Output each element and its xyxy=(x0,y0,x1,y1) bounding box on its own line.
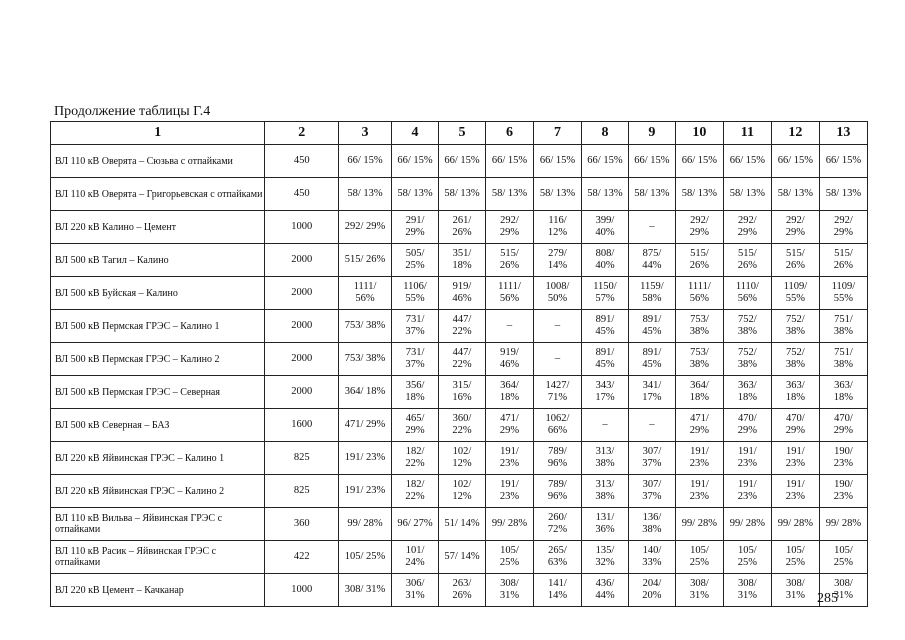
capacity-cell: 1000 xyxy=(265,574,339,607)
load-value-cell: 191/ 23% xyxy=(723,475,771,508)
table-row xyxy=(51,145,868,178)
load-value-cell: 292/ 29% xyxy=(771,211,819,244)
load-value-cell: 66/ 15% xyxy=(771,145,819,178)
load-value-cell: 752/ 38% xyxy=(723,310,771,343)
load-value-cell: 343/ 17% xyxy=(581,376,628,409)
load-value-cell: 105/ 25% xyxy=(819,541,867,574)
load-value-cell: 356/ 18% xyxy=(392,376,439,409)
load-value-cell: 308/ 31% xyxy=(675,574,723,607)
load-value-cell: 58/ 13% xyxy=(533,178,581,211)
load-value-cell: 1110/ 56% xyxy=(723,277,771,310)
line-name-cell: ВЛ 500 кВ Северная – БАЗ xyxy=(51,409,265,442)
load-value-cell: – xyxy=(581,409,628,442)
load-value-cell: 515/ 26% xyxy=(723,244,771,277)
load-value-cell: 515/ 26% xyxy=(819,244,867,277)
load-value-cell: 99/ 28% xyxy=(819,508,867,541)
load-value-cell: 58/ 13% xyxy=(486,178,534,211)
column-header-13: 13 xyxy=(819,122,867,145)
column-header-1: 1 xyxy=(51,122,265,145)
table-row xyxy=(51,541,868,574)
load-value-cell: 789/ 96% xyxy=(533,442,581,475)
load-value-cell: 363/ 18% xyxy=(819,376,867,409)
load-value-cell: 364/ 18% xyxy=(338,376,391,409)
capacity-cell: 825 xyxy=(265,475,339,508)
load-value-cell: 66/ 15% xyxy=(819,145,867,178)
load-value-cell: 102/ 12% xyxy=(439,475,486,508)
load-value-cell: 399/ 40% xyxy=(581,211,628,244)
load-value-cell: 891/ 45% xyxy=(628,310,675,343)
line-name-cell: ВЛ 220 кВ Калино – Цемент xyxy=(51,211,265,244)
load-value-cell: 292/ 29% xyxy=(338,211,391,244)
load-value-cell: 58/ 13% xyxy=(675,178,723,211)
load-value-cell: – xyxy=(533,343,581,376)
line-name-cell: ВЛ 220 кВ Цемент – Качканар xyxy=(51,574,265,607)
load-value-cell: 182/ 22% xyxy=(392,475,439,508)
load-value-cell: 470/ 29% xyxy=(723,409,771,442)
table-row xyxy=(51,178,868,211)
capacity-cell: 450 xyxy=(265,178,339,211)
load-value-cell: 263/ 26% xyxy=(439,574,486,607)
load-value-cell: 731/ 37% xyxy=(392,343,439,376)
line-name-cell: ВЛ 500 кВ Пермская ГРЭС – Калино 2 xyxy=(51,343,265,376)
column-header-12: 12 xyxy=(771,122,819,145)
load-value-cell: 308/ 31% xyxy=(338,574,391,607)
load-value-cell: 1106/ 55% xyxy=(392,277,439,310)
line-name-cell: ВЛ 220 кВ Яйвинская ГРЭС – Калино 1 xyxy=(51,442,265,475)
load-value-cell: 363/ 18% xyxy=(771,376,819,409)
load-value-cell: 1109/ 55% xyxy=(771,277,819,310)
load-value-cell: 190/ 23% xyxy=(819,475,867,508)
load-value-cell: 292/ 29% xyxy=(675,211,723,244)
load-value-cell: – xyxy=(628,409,675,442)
load-value-cell: 505/ 25% xyxy=(392,244,439,277)
table-row xyxy=(51,376,868,409)
load-value-cell: 313/ 38% xyxy=(581,475,628,508)
load-value-cell: 753/ 38% xyxy=(675,343,723,376)
capacity-cell: 2000 xyxy=(265,244,339,277)
load-value-cell: 447/ 22% xyxy=(439,310,486,343)
column-header-10: 10 xyxy=(675,122,723,145)
load-value-cell: 515/ 26% xyxy=(675,244,723,277)
load-value-cell: 66/ 15% xyxy=(723,145,771,178)
load-value-cell: 191/ 23% xyxy=(486,475,534,508)
load-value-cell: 752/ 38% xyxy=(771,343,819,376)
load-value-cell: 191/ 23% xyxy=(771,442,819,475)
load-value-cell: 191/ 23% xyxy=(675,475,723,508)
load-value-cell: 66/ 15% xyxy=(439,145,486,178)
column-header-8: 8 xyxy=(581,122,628,145)
load-value-cell: 308/ 31% xyxy=(771,574,819,607)
load-value-cell: 808/ 40% xyxy=(581,244,628,277)
load-value-cell: 99/ 28% xyxy=(723,508,771,541)
load-value-cell: 1427/ 71% xyxy=(533,376,581,409)
table-row xyxy=(51,343,868,376)
table-caption: Продолжение таблицы Г.4 xyxy=(54,104,211,119)
table-row xyxy=(51,574,868,607)
load-value-cell: 363/ 18% xyxy=(723,376,771,409)
load-value-cell: 875/ 44% xyxy=(628,244,675,277)
load-value-cell: 58/ 13% xyxy=(439,178,486,211)
load-value-cell: 66/ 15% xyxy=(675,145,723,178)
load-value-cell: 751/ 38% xyxy=(819,310,867,343)
load-value-cell: 58/ 13% xyxy=(581,178,628,211)
load-value-cell: 315/ 16% xyxy=(439,376,486,409)
load-value-cell: 465/ 29% xyxy=(392,409,439,442)
load-value-cell: 105/ 25% xyxy=(675,541,723,574)
table-row xyxy=(51,310,868,343)
load-value-cell: 58/ 13% xyxy=(819,178,867,211)
load-value-cell: 66/ 15% xyxy=(392,145,439,178)
load-value-cell: 191/ 23% xyxy=(771,475,819,508)
table-row xyxy=(51,475,868,508)
capacity-cell: 360 xyxy=(265,508,339,541)
load-value-cell: 204/ 20% xyxy=(628,574,675,607)
load-value-cell: 753/ 38% xyxy=(338,343,391,376)
load-value-cell: 731/ 37% xyxy=(392,310,439,343)
load-value-cell: 306/ 31% xyxy=(392,574,439,607)
load-value-cell: 1008/ 50% xyxy=(533,277,581,310)
load-value-cell: 260/ 72% xyxy=(533,508,581,541)
load-value-cell: 99/ 28% xyxy=(771,508,819,541)
load-value-cell: 136/ 38% xyxy=(628,508,675,541)
load-value-cell: – xyxy=(486,310,534,343)
capacity-cell: 450 xyxy=(265,145,339,178)
load-value-cell: 58/ 13% xyxy=(771,178,819,211)
load-value-cell: 351/ 18% xyxy=(439,244,486,277)
load-value-cell: 919/ 46% xyxy=(439,277,486,310)
header-row xyxy=(51,122,868,145)
load-value-cell: 470/ 29% xyxy=(771,409,819,442)
capacity-cell: 1000 xyxy=(265,211,339,244)
load-value-cell: 102/ 12% xyxy=(439,442,486,475)
table-row xyxy=(51,508,868,541)
load-value-cell: 1111/ 56% xyxy=(338,277,391,310)
capacity-cell: 422 xyxy=(265,541,339,574)
load-value-cell: 182/ 22% xyxy=(392,442,439,475)
column-header-11: 11 xyxy=(723,122,771,145)
line-name-cell: ВЛ 110 кВ Расик – Яйвинская ГРЭС с отпайками xyxy=(51,541,265,574)
load-value-cell: – xyxy=(533,310,581,343)
load-value-cell: 66/ 15% xyxy=(533,145,581,178)
table-row xyxy=(51,244,868,277)
line-name-cell: ВЛ 500 кВ Тагил – Калино xyxy=(51,244,265,277)
load-value-cell: 471/ 29% xyxy=(486,409,534,442)
load-value-cell: 66/ 15% xyxy=(628,145,675,178)
load-value-cell: 341/ 17% xyxy=(628,376,675,409)
load-value-cell: 753/ 38% xyxy=(338,310,391,343)
line-name-cell: ВЛ 500 кВ Пермская ГРЭС – Северная xyxy=(51,376,265,409)
column-header-6: 6 xyxy=(486,122,534,145)
line-name-cell: ВЛ 500 кВ Буйская – Калино xyxy=(51,277,265,310)
page-number: 285 xyxy=(817,591,838,606)
load-value-cell: 131/ 36% xyxy=(581,508,628,541)
load-value-cell: 191/ 23% xyxy=(338,442,391,475)
load-value-cell: 752/ 38% xyxy=(771,310,819,343)
table-row xyxy=(51,442,868,475)
column-header-2: 2 xyxy=(265,122,339,145)
load-value-cell: 261/ 26% xyxy=(439,211,486,244)
load-value-cell: 279/ 14% xyxy=(533,244,581,277)
line-name-cell: ВЛ 110 кВ Оверята – Григорьевская с отпайками xyxy=(51,178,265,211)
load-value-cell: 105/ 25% xyxy=(771,541,819,574)
capacity-cell: 2000 xyxy=(265,310,339,343)
load-value-cell: 265/ 63% xyxy=(533,541,581,574)
load-value-cell: 135/ 32% xyxy=(581,541,628,574)
load-value-cell: 66/ 15% xyxy=(486,145,534,178)
load-value-cell: 308/ 31% xyxy=(819,574,867,607)
table-row xyxy=(51,409,868,442)
load-value-cell: 292/ 29% xyxy=(486,211,534,244)
load-value-cell: 66/ 15% xyxy=(581,145,628,178)
load-value-cell: 58/ 13% xyxy=(338,178,391,211)
load-value-cell: 307/ 37% xyxy=(628,442,675,475)
column-header-7: 7 xyxy=(533,122,581,145)
load-value-cell: 51/ 14% xyxy=(439,508,486,541)
line-name-cell: ВЛ 110 кВ Вильва – Яйвинская ГРЭС с отпайками xyxy=(51,508,265,541)
load-value-cell: 58/ 13% xyxy=(723,178,771,211)
load-value-cell: 58/ 13% xyxy=(392,178,439,211)
load-value-cell: 66/ 15% xyxy=(338,145,391,178)
load-value-cell: 1111/ 56% xyxy=(486,277,534,310)
load-value-cell: 364/ 18% xyxy=(486,376,534,409)
load-value-cell: 1159/ 58% xyxy=(628,277,675,310)
load-value-cell: 1111/ 56% xyxy=(675,277,723,310)
load-value-cell: 447/ 22% xyxy=(439,343,486,376)
load-value-cell: 752/ 38% xyxy=(723,343,771,376)
line-name-cell: ВЛ 500 кВ Пермская ГРЭС – Калино 1 xyxy=(51,310,265,343)
load-value-cell: 515/ 26% xyxy=(486,244,534,277)
load-value-cell: – xyxy=(628,211,675,244)
column-header-4: 4 xyxy=(392,122,439,145)
load-value-cell: 789/ 96% xyxy=(533,475,581,508)
capacity-cell: 1600 xyxy=(265,409,339,442)
load-value-cell: 471/ 29% xyxy=(675,409,723,442)
load-value-cell: 96/ 27% xyxy=(392,508,439,541)
load-value-cell: 891/ 45% xyxy=(628,343,675,376)
load-value-cell: 292/ 29% xyxy=(723,211,771,244)
load-value-cell: 307/ 37% xyxy=(628,475,675,508)
load-value-cell: 436/ 44% xyxy=(581,574,628,607)
load-value-cell: 99/ 28% xyxy=(486,508,534,541)
load-value-cell: 1150/ 57% xyxy=(581,277,628,310)
load-value-cell: 891/ 45% xyxy=(581,343,628,376)
load-value-cell: 313/ 38% xyxy=(581,442,628,475)
load-value-cell: 191/ 23% xyxy=(675,442,723,475)
capacity-cell: 2000 xyxy=(265,277,339,310)
load-value-cell: 1062/ 66% xyxy=(533,409,581,442)
line-name-cell: ВЛ 110 кВ Оверята – Сюзьва с отпайками xyxy=(51,145,265,178)
load-value-cell: 116/ 12% xyxy=(533,211,581,244)
load-value-cell: 919/ 46% xyxy=(486,343,534,376)
column-header-9: 9 xyxy=(628,122,675,145)
load-value-cell: 140/ 33% xyxy=(628,541,675,574)
capacity-cell: 825 xyxy=(265,442,339,475)
load-value-cell: 891/ 45% xyxy=(581,310,628,343)
load-value-cell: 360/ 22% xyxy=(439,409,486,442)
load-value-cell: 99/ 28% xyxy=(675,508,723,541)
load-value-cell: 57/ 14% xyxy=(439,541,486,574)
data-table xyxy=(50,121,868,607)
table-row xyxy=(51,211,868,244)
column-header-3: 3 xyxy=(338,122,391,145)
load-value-cell: 101/ 24% xyxy=(392,541,439,574)
table-row xyxy=(51,277,868,310)
load-value-cell: 470/ 29% xyxy=(819,409,867,442)
load-value-cell: 308/ 31% xyxy=(723,574,771,607)
load-value-cell: 471/ 29% xyxy=(338,409,391,442)
load-value-cell: 515/ 26% xyxy=(771,244,819,277)
column-header-5: 5 xyxy=(439,122,486,145)
load-value-cell: 191/ 23% xyxy=(338,475,391,508)
line-name-cell: ВЛ 220 кВ Яйвинская ГРЭС – Калино 2 xyxy=(51,475,265,508)
load-value-cell: 515/ 26% xyxy=(338,244,391,277)
capacity-cell: 2000 xyxy=(265,343,339,376)
load-value-cell: 308/ 31% xyxy=(486,574,534,607)
load-value-cell: 105/ 25% xyxy=(486,541,534,574)
load-value-cell: 191/ 23% xyxy=(723,442,771,475)
load-value-cell: 105/ 25% xyxy=(723,541,771,574)
load-value-cell: 58/ 13% xyxy=(628,178,675,211)
load-value-cell: 105/ 25% xyxy=(338,541,391,574)
load-value-cell: 751/ 38% xyxy=(819,343,867,376)
load-value-cell: 292/ 29% xyxy=(819,211,867,244)
load-value-cell: 1109/ 55% xyxy=(819,277,867,310)
load-value-cell: 291/ 29% xyxy=(392,211,439,244)
load-value-cell: 99/ 28% xyxy=(338,508,391,541)
load-value-cell: 141/ 14% xyxy=(533,574,581,607)
load-value-cell: 753/ 38% xyxy=(675,310,723,343)
load-value-cell: 191/ 23% xyxy=(486,442,534,475)
load-value-cell: 190/ 23% xyxy=(819,442,867,475)
capacity-cell: 2000 xyxy=(265,376,339,409)
load-value-cell: 364/ 18% xyxy=(675,376,723,409)
